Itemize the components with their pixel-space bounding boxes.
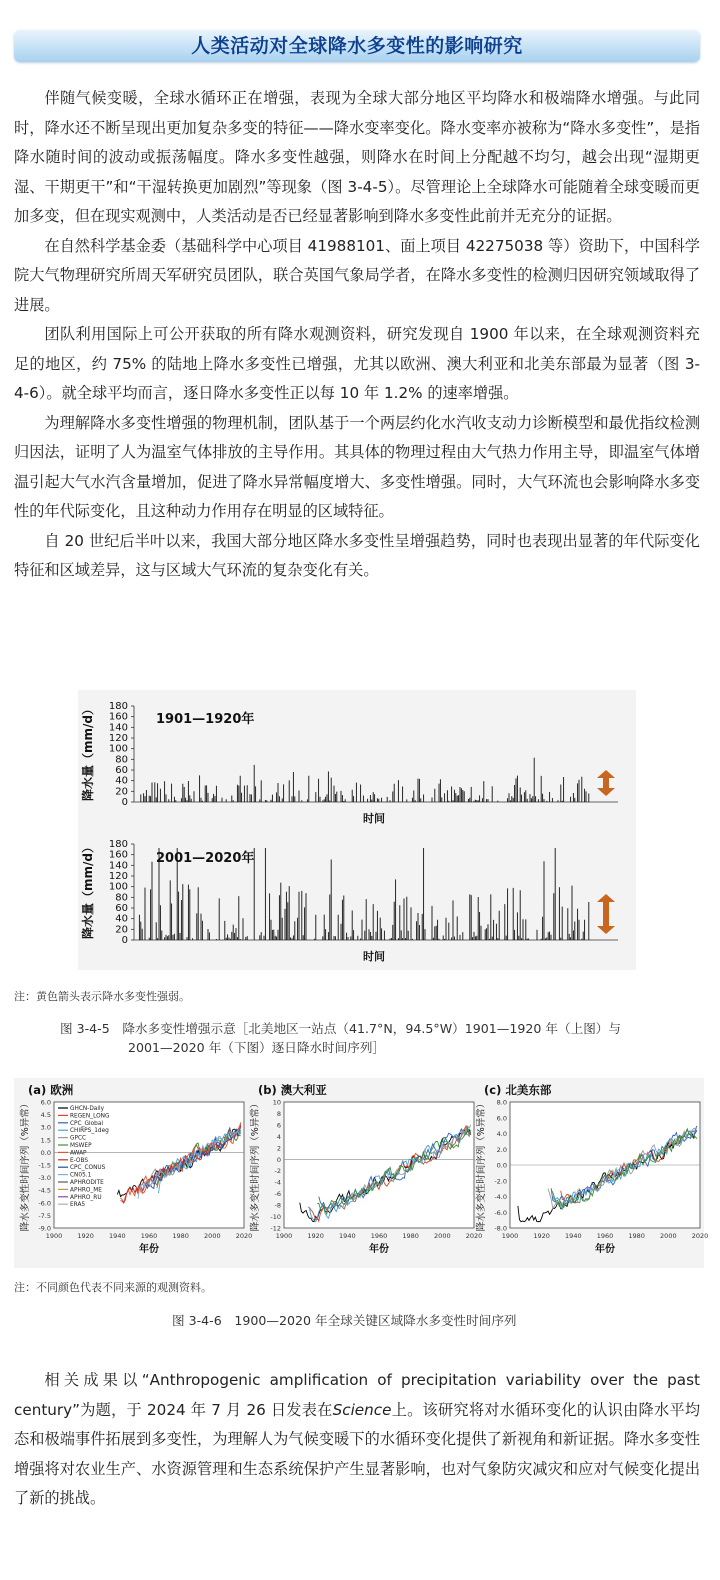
closing-section xyxy=(14,1366,700,1514)
y-tick-label: 2.0 xyxy=(496,1145,507,1154)
x-axis-label: 年份 xyxy=(595,1244,615,1255)
closing-paragraph xyxy=(14,1366,700,1514)
y-tick-label: 0 xyxy=(121,935,128,946)
y-tick-label: -1.5 xyxy=(38,1161,51,1170)
y-tick-label: -3.0 xyxy=(38,1174,51,1183)
arrow-shaft xyxy=(603,900,609,928)
y-tick-label: 0 xyxy=(276,1155,281,1164)
x-tick-label: 2000 xyxy=(434,1232,451,1240)
article-body xyxy=(14,84,700,586)
arrow-head-up xyxy=(597,894,615,902)
paragraph-2: 在自然科学基金委（基础科学中心项目 41988101、面上项目 42275038 等）资助下，中国科学院大气物理研究所周天军研究员团队，联合英国气象局学者，在降水多变性的检测归因研究领域取得了进展。 xyxy=(14,236,700,314)
y-tick-label: 140 xyxy=(108,722,128,734)
x-tick-label: 1900 xyxy=(45,1232,63,1240)
y-tick-label: 6.0 xyxy=(40,1098,51,1107)
y-tick-label: 0.0 xyxy=(496,1161,507,1170)
closing-text-pre: 相关成果以“Anthropogenic amplification of precipitation variability over the past century”为题，于 2024 年 7 月 26 日发表在 xyxy=(14,1371,700,1419)
legend-entry: MSWEP xyxy=(70,1143,92,1149)
y-tick-label: 6 xyxy=(276,1121,281,1130)
figure1-note: 注：黄色箭头表示降水多变性强弱。 xyxy=(14,990,190,1003)
y-tick-label: 6.0 xyxy=(496,1114,507,1123)
legend-entry: GPCC xyxy=(70,1135,87,1142)
y-tick-label: 20 xyxy=(115,924,128,936)
x-tick-label: 2000 xyxy=(660,1232,677,1240)
y-tick-label: 3.0 xyxy=(40,1123,51,1132)
x-tick-label: 1960 xyxy=(140,1232,158,1240)
x-tick-label: 1980 xyxy=(628,1232,645,1240)
figure-3-4-6 xyxy=(14,1078,709,1268)
region-panel xyxy=(475,1083,708,1255)
legend-entry: AWAP xyxy=(70,1150,87,1157)
x-axis-label: 年份 xyxy=(139,1244,159,1255)
panel-1901-1920 xyxy=(80,701,618,825)
y-tick-label: -7.5 xyxy=(38,1211,51,1220)
y-tick-label: 10 xyxy=(272,1098,281,1107)
y-tick-label: -10 xyxy=(270,1213,281,1222)
figure1-caption-line1: 图 3-4-5 降水多变性增强示意［北美地区一站点（41.7°N，94.5°W）1901—1920 年（上图）与 xyxy=(60,1021,621,1036)
y-tick-label: 8.0 xyxy=(496,1098,507,1107)
x-tick-label: 1900 xyxy=(275,1232,293,1240)
y-tick-label: 4.0 xyxy=(496,1130,507,1138)
closing-text-post: 上。该研究将对水循环变化的认识由降水平均态和极端事件拓展到多变性，为理解人为气候变暖下的水循环变化提供了新视角和新证据。降水多变性增强将对农业生产、水资源管理和生态系统保护产生显著影响，也对气象防灾减灾和应对气候变化提出了新的挑战。 xyxy=(14,1400,701,1507)
legend-entry: ERA5 xyxy=(70,1202,86,1209)
x-axis-label: 时间 xyxy=(363,812,385,825)
y-tick-label: 0 xyxy=(121,797,128,808)
y-tick-label: 60 xyxy=(115,765,128,776)
paragraph-1: 伴随气候变暖，全球水循环正在增强，表现为全球大部分地区平均降水和极端降水增强。与此同时，降水还不断呈现出更加复杂多变的特征——降水变率变化。降水变率亦被称为“降水多变性”，是指降水随时间的波动或振荡幅度。降水多变性越强，则降水在时间上分配越不均匀，越会出现“湿期更湿、干期更干”和“干湿转换更加剧烈”等现象（图 3-4-5）。尽管理论上全球降水可能随着全球变暖而更加多变，但在现实观测中，人类活动是否已经显著影响到降水多变性此前并无充分的证据。 xyxy=(14,89,700,225)
y-tick-label: -6.0 xyxy=(38,1199,51,1208)
y-tick-label: 180 xyxy=(108,839,128,850)
y-tick-label: 2 xyxy=(276,1144,281,1153)
y-tick-label: 0.0 xyxy=(40,1148,51,1157)
paragraph-4: 为理解降水多变性增强的物理机制，团队基于一个两层约化水汽收支动力诊断模型和最优指纹检测归因法，证明了人为温室气体排放的主导作用。其具体的物理过程由大气热力作用主导，即温室气体增温引起大气水汽含量增加，促进了降水异常幅度增大、多变性增强。同时，大气环流也会影响降水多变性的年代际变化，且这种动力作用存在明显的区域特征。 xyxy=(14,413,700,520)
y-tick-label: -2 xyxy=(274,1167,281,1176)
y-tick-label: 160 xyxy=(108,711,128,723)
x-tick-label: 2020 xyxy=(691,1232,709,1240)
paragraph-5: 自 20 世纪后半叶以来，我国大部分地区降水多变性呈增强趋势，同时也表现出显著的年代际变化特征和区域差异，这与区域大气环流的复杂变化有关。 xyxy=(14,531,700,579)
legend-entry: CHIRPS_1deg xyxy=(70,1128,109,1135)
plot-frame xyxy=(284,1102,474,1228)
variability-arrow xyxy=(597,770,615,796)
y-tick-label: 100 xyxy=(108,881,128,893)
x-tick-label: 1980 xyxy=(172,1232,189,1240)
y-tick-label: 160 xyxy=(108,849,128,861)
x-tick-label: 1920 xyxy=(77,1232,94,1240)
y-tick-label: 60 xyxy=(115,903,128,914)
region-panel xyxy=(249,1083,482,1255)
arrow-head-down xyxy=(597,926,615,934)
y-tick-label: -6.0 xyxy=(494,1208,507,1217)
arrow-shaft xyxy=(603,776,609,790)
arrow-head-up xyxy=(597,770,615,778)
figure-3-4-5 xyxy=(78,690,636,970)
panel-title: (a) 欧洲 xyxy=(28,1083,74,1097)
region-panel xyxy=(19,1083,252,1255)
y-tick-label: -2.0 xyxy=(494,1177,507,1186)
y-axis-label: 降水多变性时间序列（%异常） xyxy=(476,1098,487,1232)
y-axis-label: 降水量（mm/d） xyxy=(81,841,95,939)
x-tick-label: 2020 xyxy=(465,1232,483,1240)
period-label: 2001—2020年 xyxy=(156,851,255,866)
precipitation-bars xyxy=(141,758,589,802)
x-tick-label: 2000 xyxy=(204,1232,221,1240)
y-tick-label: 8 xyxy=(276,1109,281,1118)
legend-entry: E-OBS xyxy=(70,1157,89,1164)
x-tick-label: 1960 xyxy=(596,1232,614,1240)
legend-entry: CPC_Global xyxy=(70,1120,103,1127)
y-tick-label: 4.5 xyxy=(40,1111,51,1120)
y-tick-label: 80 xyxy=(115,892,128,904)
y-tick-label: -9.0 xyxy=(38,1224,51,1233)
y-tick-label: 80 xyxy=(115,754,128,766)
title-banner xyxy=(14,30,700,62)
figure2-caption: 图 3-4-6 1900—2020 年全球关键区域降水多变性时间序列 xyxy=(172,1313,517,1328)
y-tick-label: 180 xyxy=(108,701,128,712)
panel-2001-2020 xyxy=(80,839,618,963)
figure1-caption-line2: 2001—2020 年（下图）逐日降水时间序列］ xyxy=(128,1040,386,1055)
variability-series-figure xyxy=(14,1078,709,1268)
y-tick-label: -6 xyxy=(274,1190,281,1199)
x-axis-label: 时间 xyxy=(363,950,385,963)
legend-entry: APHRO_ME xyxy=(70,1187,102,1194)
y-tick-label: 40 xyxy=(115,913,128,925)
y-tick-label: 100 xyxy=(108,743,128,755)
x-tick-label: 1940 xyxy=(109,1232,126,1240)
y-tick-label: 40 xyxy=(115,775,128,787)
y-tick-label: -8.0 xyxy=(494,1224,507,1233)
x-tick-label: 1960 xyxy=(370,1232,388,1240)
x-tick-label: 1940 xyxy=(339,1232,356,1240)
x-tick-label: 1900 xyxy=(501,1232,519,1240)
y-axis-label: 降水量（mm/d） xyxy=(81,703,95,801)
y-tick-label: -4 xyxy=(274,1178,281,1187)
x-tick-label: 2020 xyxy=(235,1232,253,1240)
y-tick-label: 120 xyxy=(108,871,128,882)
variability-arrow xyxy=(597,894,615,934)
panel-title: (c) 北美东部 xyxy=(484,1083,552,1097)
figure2-note: 注：不同颜色代表不同来源的观测资料。 xyxy=(14,1281,212,1294)
legend-entry: GHCN-Daily xyxy=(70,1106,104,1112)
legend-entry: REGEN_LONG xyxy=(70,1113,110,1120)
y-tick-label: 4 xyxy=(276,1132,281,1141)
period-label: 1901—1920年 xyxy=(156,712,255,727)
panel-title: (b) 澳大利亚 xyxy=(258,1083,327,1097)
y-tick-label: -4.0 xyxy=(494,1193,507,1201)
y-tick-label: 140 xyxy=(108,860,128,872)
y-tick-label: -12 xyxy=(270,1224,281,1233)
x-tick-label: 1980 xyxy=(402,1232,419,1240)
precipitation-series-figure xyxy=(78,690,636,970)
y-axis-label: 降水多变性时间序列（%异常） xyxy=(20,1098,31,1232)
x-tick-label: 1920 xyxy=(533,1232,550,1240)
x-tick-label: 1940 xyxy=(565,1232,582,1240)
y-tick-label: 120 xyxy=(108,733,128,744)
x-tick-label: 1920 xyxy=(307,1232,324,1240)
legend-entry: CPC_CONUS xyxy=(70,1165,106,1172)
y-tick-label: 1.5 xyxy=(40,1136,51,1145)
journal-name: Science xyxy=(332,1400,392,1419)
x-axis-label: 年份 xyxy=(369,1244,389,1255)
paragraph-3: 团队利用国际上可公开获取的所有降水观测资料，研究发现自 1900 年以来，在全球观测资料充足的地区，约 75% 的陆地上降水多变性已增强，尤其以欧洲、澳大利亚和北美东部最为显著（图 3-4-6）。就全球平均而言，逐日降水多变性正以每 10 年 1.2% 的速率增强。 xyxy=(14,325,700,402)
y-tick-label: -8 xyxy=(274,1201,281,1210)
legend-entry: CN05.1 xyxy=(70,1172,92,1179)
legend-entry: APHRO_RU xyxy=(70,1194,102,1201)
legend-entry: APHRODITE xyxy=(70,1180,104,1186)
y-tick-label: 20 xyxy=(115,786,128,798)
y-tick-label: -4.5 xyxy=(38,1186,51,1195)
page-title: 人类活动对全球降水多变性的影响研究 xyxy=(191,35,523,57)
y-axis-label: 降水多变性时间序列（%异常） xyxy=(250,1098,261,1232)
arrow-head-down xyxy=(597,788,615,796)
